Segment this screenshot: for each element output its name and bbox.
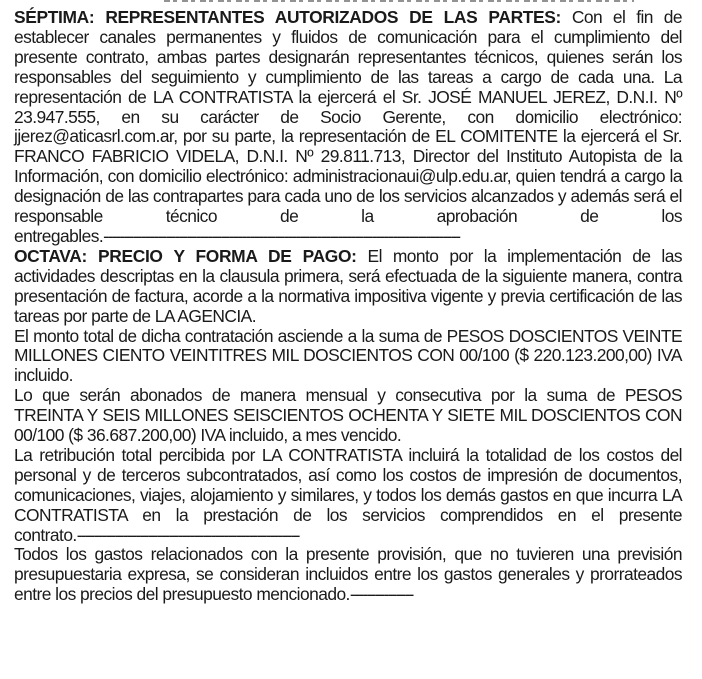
separator-dashes: -------------------------------------------------------------------------------------: [103, 225, 460, 246]
paragraph-retribution-text: La retribución total percibida por LA CONTRATISTA incluirá la totalidad de los costos del personal y de terceros subcontratados, así como los costos de impresión de documentos, comunicaciones, viajes, alojamiento y similares, y todos los demás gastos en que incurra LA CONTRATISTA en la prestación de los servicios comprendidos en el presente contrato.: [14, 444, 682, 545]
clause-heading-octava: OCTAVA: PRECIO Y FORMA DE PAGO:: [14, 245, 357, 266]
clause-heading-septima: SÉPTIMA: REPRESENTANTES AUTORIZADOS DE LAS PARTES:: [14, 7, 561, 27]
clause-septima: [14, 8, 682, 247]
clause-octava-text: El monto por la implementación de las actividades descriptas en la clausula primera, será efectuada de la siguiente manera, contra presentación de factura, acorde a la normativa impositiva vigente y previa certificación de las tareas por parte de LA AGENCIA.: [14, 245, 682, 326]
document-page: [14, 0, 682, 605]
paragraph-expenses: [14, 545, 682, 605]
document-body: [14, 8, 682, 605]
paragraph-expenses-text: Todos los gastos relacionados con la presente provisión, que no tuvieren una previsión presupuestaria expresa, se consideran incluidos entre los gastos generales y prorrateados entre los precios del presupuesto mencionado.: [14, 544, 682, 605]
paragraph-total-amount: El monto total de dicha contratación asciende a la suma de PESOS DOSCIENTOS VEINTE MILLONES CIENTO VEINTITRES MIL DOSCIENTOS CON 00/100 ($ 220.123.200,00) IVA incluido.: [14, 325, 682, 386]
clause-octava: [14, 247, 682, 327]
paragraph-retribution: [14, 446, 682, 546]
separator-dashes: -----------------------------------------------------: [76, 524, 299, 545]
clause-septima-text: Con el fin de establecer canales permanentes y fluidos de comunicación para el cumplimiento del presente contrato, ambas partes designarán representantes técnicos, quienes serán los responsables del seguimiento y cumplimiento de las tareas a cargo de cada una. La representación de LA CONTRATISTA la ejercerá el Sr. JOSÉ MANUEL JEREZ, D.N.I. Nº 23.947.555, en su carácter de Socio Gerente, con domicilio electrónico: jjerez@aticasrl.com.ar, por su parte, la representación de EL COMITENTE la ejercerá el Sr. FRANCO FABRICIO VIDELA, D.N.I. Nº 29.811.713, Director del Instituto Autopista de la Información, con domicilio electrónico: administracionaui@ulp.edu.ar, quien tendrá a cargo la designación de las contrapartes para cada uno de los servicios alcanzados y además será el responsable técnico de la aprobación de los entregables.: [14, 7, 682, 246]
separator-dashes: ---------------: [349, 584, 413, 605]
cropped-previous-line: [14, 0, 682, 8]
paragraph-monthly-payment: Lo que serán abonados de manera mensual y consecutiva por la suma de PESOS TREINTA Y SEIS MILLONES SEISCIENTOS OCHENTA Y SIETE MIL DOSCIENTOS CON 00/100 ($ 36.687.200,00) IVA incluido, a mes vencido.: [14, 385, 682, 446]
cropped-text-fragment: [164, 0, 634, 2]
